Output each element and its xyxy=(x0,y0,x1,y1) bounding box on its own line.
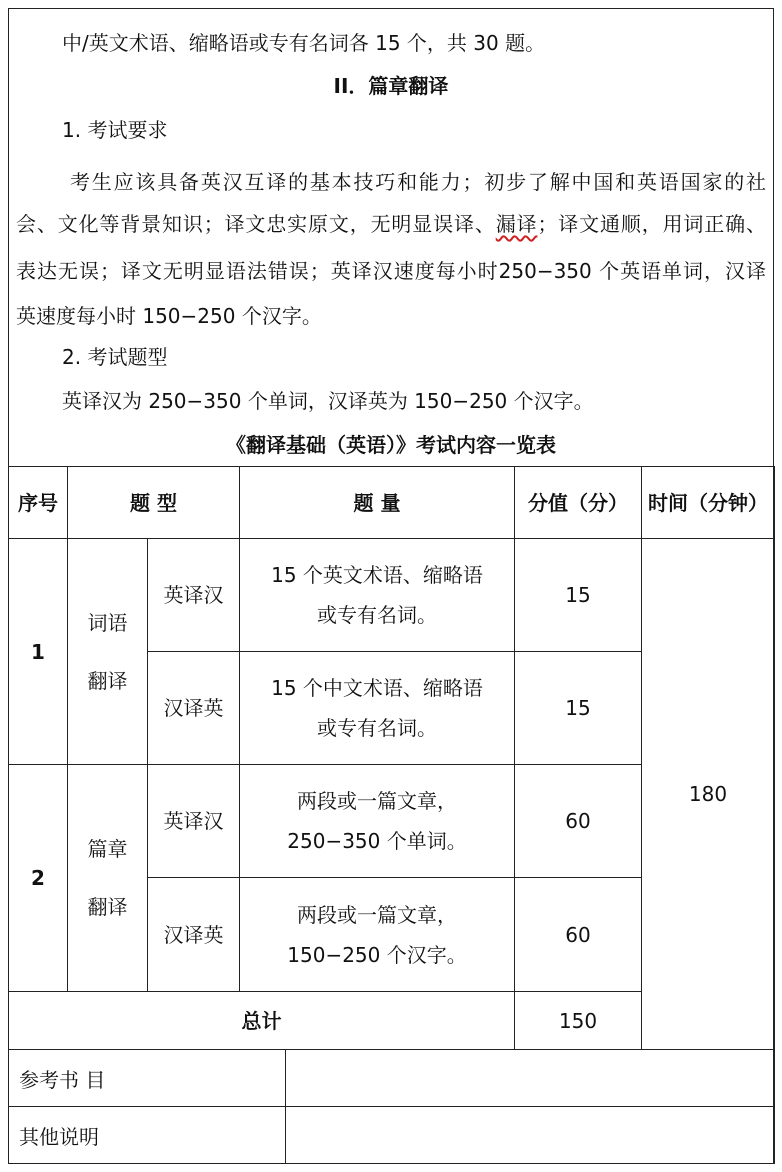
table-title: 《翻译基础（英语）》考试内容一览表 xyxy=(226,433,556,457)
requirements-line-4: 英速度每小时 150−250 个汉字。 xyxy=(16,304,322,328)
requirements-line-1: 考生应该具备英汉互译的基本技巧和能力；初步了解中国和英语国家的社 xyxy=(70,170,766,194)
score-cell: 15 xyxy=(515,652,642,765)
exam-content-table xyxy=(8,466,775,1050)
references-value xyxy=(286,1050,775,1107)
notes-value xyxy=(286,1107,775,1164)
score-cell: 60 xyxy=(515,765,642,878)
requirements-line-3: 表达无误；译文无明显语法错误；英译汉速度每小时250−350 个英语单词，汉译 xyxy=(16,259,766,283)
references-label: 参考书 目 xyxy=(9,1050,286,1107)
score-cell: 15 xyxy=(515,539,642,652)
header-no: 序号 xyxy=(9,467,68,539)
sub-type: 汉译英 xyxy=(148,652,240,765)
requirements-line-2 xyxy=(8,214,774,234)
requirements-heading: 1. 考试要求 xyxy=(62,118,168,142)
notes-label: 其他说明 xyxy=(9,1107,286,1164)
sub-type: 汉译英 xyxy=(148,878,240,992)
sub-type: 英译汉 xyxy=(148,539,240,652)
group-no: 2 xyxy=(9,765,68,992)
types-heading: 2. 考试题型 xyxy=(62,345,168,369)
requirements-text: 会、文化等背景知识；译文忠实原文，无明显误译、 xyxy=(16,212,496,236)
intro-line: 中/英文术语、缩略语或专有名词各 15 个，共 30 题。 xyxy=(62,31,546,55)
time-total: 180 xyxy=(642,539,775,1050)
header-time: 时间（分钟） xyxy=(642,467,775,539)
group-category: 词语 翻译 xyxy=(68,539,148,765)
group-no: 1 xyxy=(9,539,68,765)
header-amount: 题 量 xyxy=(240,467,515,539)
amount-cell: 15 个英文术语、缩略语 或专有名词。 xyxy=(240,539,515,652)
total-score: 150 xyxy=(515,992,642,1050)
header-type: 题 型 xyxy=(68,467,240,539)
types-line: 英译汉为 250−350 个单词，汉译英为 150−250 个汉字。 xyxy=(62,389,594,413)
amount-cell: 15 个中文术语、缩略语 或专有名词。 xyxy=(240,652,515,765)
header-score: 分值（分） xyxy=(515,467,642,539)
requirements-text: ；译文通顺，用词正确、 xyxy=(537,212,767,236)
spellcheck-word: 漏译 xyxy=(495,212,538,236)
footer-table xyxy=(8,1049,775,1164)
total-label: 总计 xyxy=(9,992,515,1050)
section-title: II．篇章翻译 xyxy=(333,74,449,98)
amount-cell: 两段或一篇文章， 250−350 个单词。 xyxy=(240,765,515,878)
group-category: 篇章 翻译 xyxy=(68,765,148,992)
sub-type: 英译汉 xyxy=(148,765,240,878)
score-cell: 60 xyxy=(515,878,642,992)
amount-cell: 两段或一篇文章， 150−250 个汉字。 xyxy=(240,878,515,992)
